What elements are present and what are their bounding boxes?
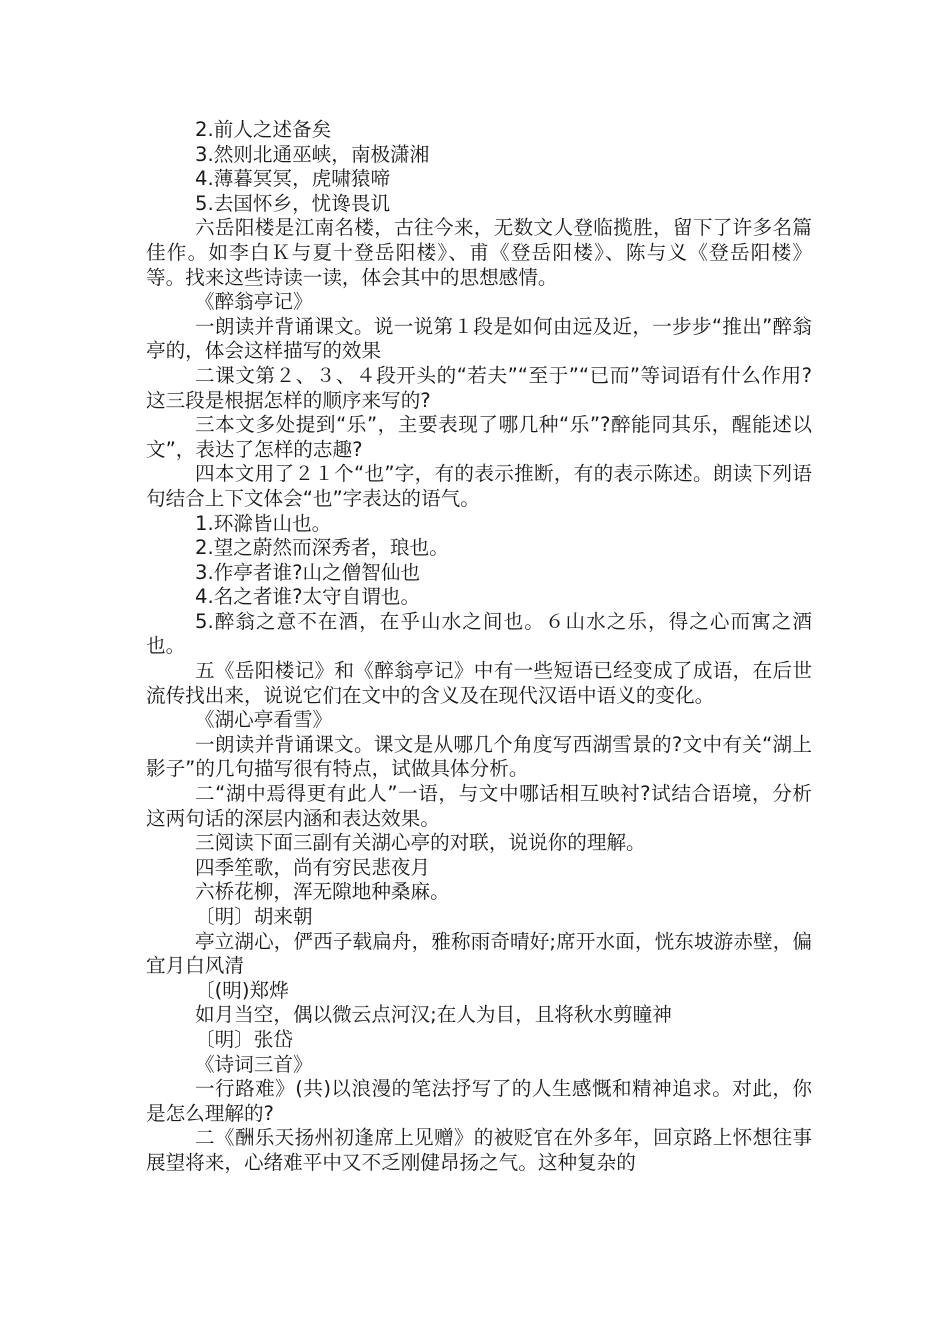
paragraph: 二《酬乐天扬州初逢席上见赠》的被贬官在外多年，回京路上怀想往事展望将来，心绪难平中又不乏刚健昂扬之气。这种复杂的 bbox=[146, 1126, 812, 1174]
paragraph: 3.然则北通巫峡，南极潇湘 bbox=[195, 142, 430, 166]
couplet-author: 〔明〕胡来朝 bbox=[195, 905, 313, 928]
couplet-author: 〔(明)郑烨 bbox=[195, 978, 289, 1002]
paragraph: 四本文用了２１个“也”字，有的表示推断，有的表示陈述。朗读下列语句结合上下文体会“也”字表达的语气。 bbox=[146, 462, 812, 510]
paragraph: 二课文第２、３、４段开头的“若夫”“至于”“已而”等词语有什么作用?这三段是根据怎样的顺序来写的? bbox=[146, 363, 812, 412]
paragraph: 1.环滁皆山也。 bbox=[195, 511, 332, 535]
couplet-line: 四季笙歌，尚有穷民悲夜月 bbox=[195, 855, 431, 879]
paragraph: 一行路难》(共)以浪漫的笔法抒写了的人生感慨和精神追求。对此，你是怎么理解的? bbox=[146, 1077, 812, 1125]
paragraph: 二“湖中焉得更有此人”一语，与文中哪话相互映衬?试结合语境，分析这两句话的深层内涵和表达效果。 bbox=[146, 782, 812, 830]
section-title: 《醉翁亭记》 bbox=[195, 290, 313, 314]
section-title: 《诗词三首》 bbox=[195, 1052, 313, 1076]
paragraph: 5.去国怀乡，忧谗畏讥 bbox=[195, 191, 391, 215]
paragraph: 4.薄暮冥冥，虎啸猿啼 bbox=[195, 167, 391, 191]
paragraph: 一朗读并背诵课文。课文是从哪几个角度写西湖雪景的?文中有关“湖上影子”的几句描写很有特点，试做具体分析。 bbox=[146, 732, 812, 781]
couplet-line: 如月当空，偶以微云点河汉;在人为目，且将秋水剪瞳神 bbox=[195, 1003, 672, 1027]
document-body bbox=[146, 118, 812, 1176]
paragraph: 4.名之者谁?太守自谓也。 bbox=[195, 585, 421, 609]
paragraph: 三阅读下面三副有关湖心亭的对联，说说你的理解。 bbox=[195, 831, 646, 855]
couplet-author: 〔明〕张岱 bbox=[195, 1027, 293, 1051]
section-title: 《湖心亭看雪》 bbox=[195, 708, 333, 732]
couplet-line: 六桥花柳，浑无隙地种桑麻。 bbox=[195, 880, 450, 904]
paragraph: 六岳阳楼是江南名楼，古往今来，无数文人登临揽胜，留下了许多名篇佳作。如李白Ｋ与夏十登岳阳楼》、甫《登岳阳楼》、陈与义《登岳阳楼》等。找来这些诗读一读，体会其中的思想感情。 bbox=[146, 216, 812, 289]
paragraph: 一朗读并背诵课文。说一说第１段是如何由远及近，一步步“推出”醉翁亭的，体会这样描写的效果 bbox=[146, 314, 812, 363]
paragraph: 3.作亭者谁?山之僧智仙也 bbox=[195, 560, 421, 584]
paragraph: 2.前人之述备矣 bbox=[195, 118, 332, 141]
paragraph: 五《岳阳楼记》和《醉翁亭记》中有一些短语已经变成了成语，在后世流传找出来，说说它们在文中的含义及在现代汉语中语义的变化。 bbox=[146, 659, 812, 707]
paragraph: 三本文多处提到“乐”，主要表现了哪几种“乐”?醉能同其乐，醒能述以文”，表达了怎样的志趣? bbox=[146, 413, 812, 461]
couplet-line: 亭立湖心，俨西子载扁舟，雅称雨奇晴好;席开水面，恍东坡游赤壁，偏宜月白风清 bbox=[146, 929, 812, 978]
paragraph: 2.望之蔚然而深秀者，琅也。 bbox=[195, 536, 449, 560]
paragraph: 5.醉翁之意不在酒，在乎山水之间也。６山水之乐，得之心而寓之酒也。 bbox=[146, 609, 812, 658]
